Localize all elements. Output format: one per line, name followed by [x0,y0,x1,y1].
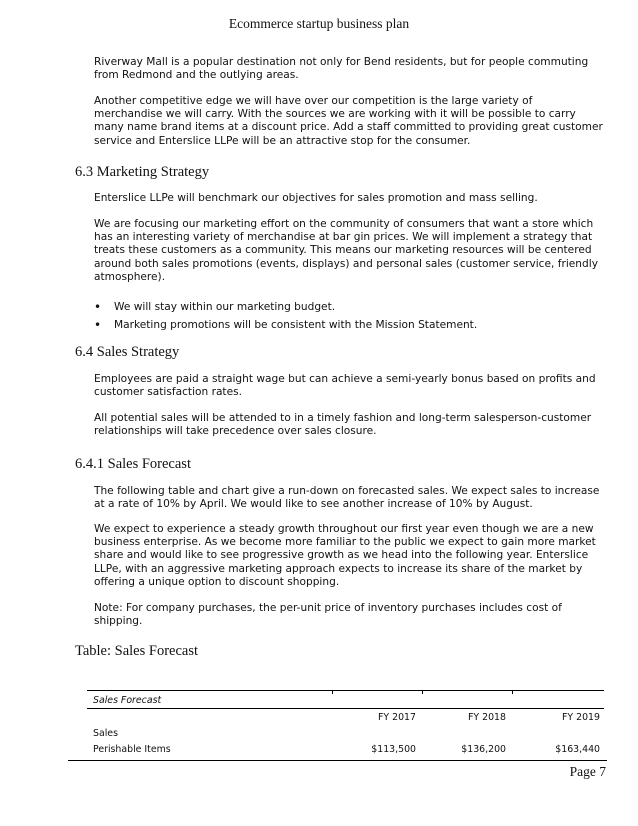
running-header: Ecommerce startup business plan [228,16,410,31]
row-label: Perishable Items [93,744,171,755]
paragraph-employee-wage: Employees are paid a straight wage but can achieve a semi-yearly bonus based on profits and customer satisfaction rates. [94,373,596,399]
table-title: Sales Forecast [93,695,162,706]
table-col-divider [422,690,423,694]
paragraph-competitive-edge: Another competitive edge we will have over our competition is the large variety of merchandise we will carry. With the sources we are working with it will be possible to carry many name brand items at a discount price. Add a staff committed to providing great customer service and Enterslice LLPe will be an attractive stop for the consumer. [94,95,603,147]
paragraph-riverway-mall: Riverway Mall is a popular destination not only for Bend residents, but for people commuting from Redmond and the outlying areas. [94,56,589,82]
heading-sales-strategy: 6.4 Sales Strategy [75,344,180,360]
paragraph-steady-growth: We expect to experience a steady growth throughout our first year even though we are a new business enterprise. As we become more familiar to the public we expect to gain more market share and would like to see progressive growth as we head into the following year. Enterslice LLPe, with an aggressive marketing approach expects to increase its share of the market by offering a unique option to discount shopping. [94,523,596,588]
paragraph-marketing-focus: We are focusing our marketing effort on the community of consumers that want a store which has an interesting variety of merchandise at bar gin prices. We will implement a strategy that treats these customers as a community. This means our marketing resources will be centered around both sales promotions (events, displays) and personal sales (customer service, friendly atmosphere). [94,218,598,283]
column-header-fy2018: FY 2018 [468,712,506,723]
bullet-glyph: • [94,300,102,314]
bullet-text: We will stay within our marketing budget. [114,301,336,313]
heading-sales-forecast: 6.4.1 Sales Forecast [75,456,191,472]
bullet-glyph: • [94,318,102,332]
cell-fy2019: $163,440 [555,744,600,755]
bullet-text: Marketing promotions will be consistent with the Mission Statement. [114,319,478,331]
paragraph-benchmark: Enterslice LLPe will benchmark our objectives for sales promotion and mass selling. [94,192,538,204]
paragraph-potential-sales: All potential sales will be attended to in a timely fashion and long-term salesperson-customer relationships will take precedence over sales closure. [94,412,592,438]
column-header-fy2019: FY 2019 [562,712,600,723]
cell-fy2017: $113,500 [371,744,416,755]
page-number: Page 7 [569,764,606,779]
cell-fy2018: $136,200 [461,744,506,755]
section-label-sales: Sales [93,728,118,739]
footer-rule [68,760,607,761]
paragraph-forecast-intro: The following table and chart give a run-down on forecasted sales. We expect sales to increase at a rate of 10% by April. We would like to see another increase of 10% by August. [94,485,600,511]
heading-marketing-strategy: 6.3 Marketing Strategy [75,164,210,180]
column-header-fy2017: FY 2017 [378,712,416,723]
table-title-border [87,708,604,709]
table-caption: Table: Sales Forecast [75,643,199,659]
table-top-border [87,690,604,691]
paragraph-note: Note: For company purchases, the per-unit price of inventory purchases includes cost of shipping. [94,602,562,628]
table-col-divider [512,690,513,694]
table-col-divider [332,690,333,694]
